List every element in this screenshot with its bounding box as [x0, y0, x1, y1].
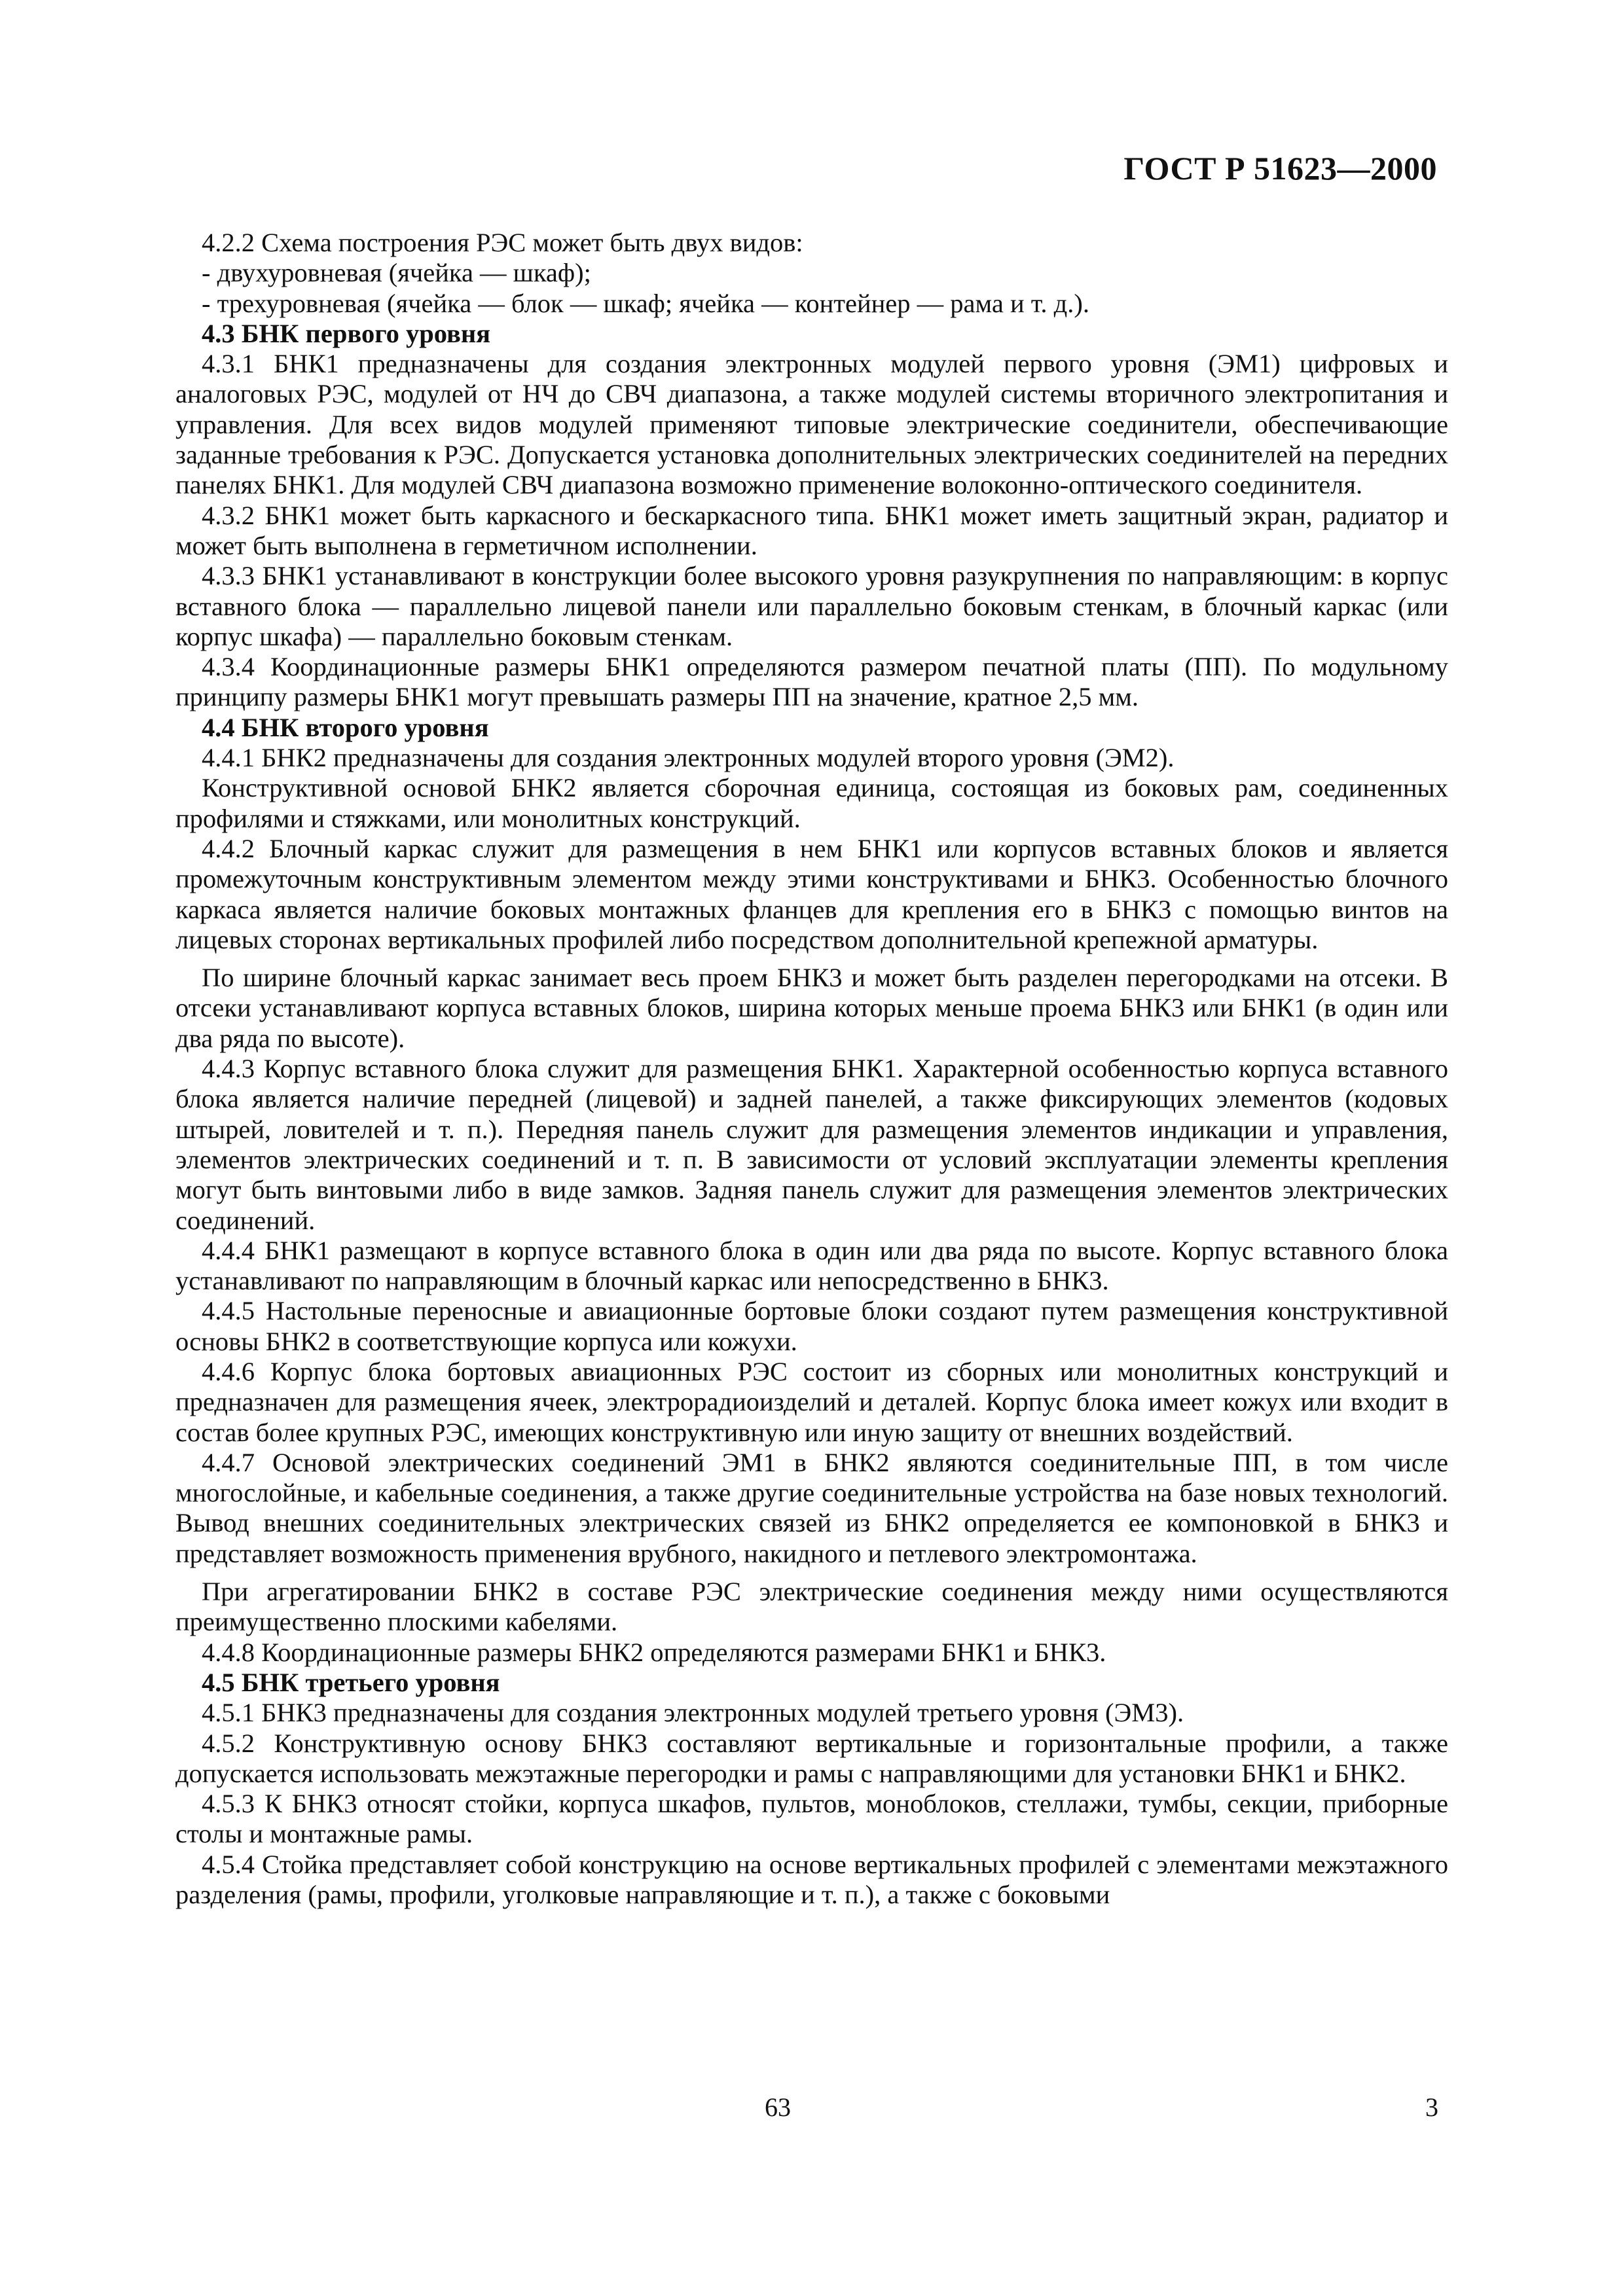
section-heading-4-4: 4.4 БНК второго уровня [202, 712, 489, 742]
paragraph-4-3-1: 4.3.1 БНК1 предназначены для создания электронных модулей первого уровня (ЭМ1) цифровых и аналоговых РЭС, модулей от НЧ до СВЧ диапазона, а также модулей системы вторичного электропитания и управления. Для всех видов модулей применяют типовые электрические соединители, обеспечивающие заданные требования к РЭС. Допускается установка дополнительных электрических соединителей на передних панелях БНК1. Для модулей СВЧ диапазона возможно применение волоконно-оптического соединителя. [175, 349, 1448, 500]
paragraph-4-3-4: 4.3.4 Координационные размеры БНК1 определяются размером печатной платы (ПП). По модульному принципу размеры БНК1 могут превышать размеры ПП на значение, кратное 2,5 мм. [175, 652, 1448, 712]
paragraph-4-2-2: 4.2.2 Схема построения РЭС может быть двух видов: [202, 228, 803, 257]
paragraph-4-4-5: 4.4.5 Настольные переносные и авиационные бортовые блоки создают путем размещения конструктивной основы БНК2 в соответствующие корпуса или кожухи. [175, 1296, 1448, 1356]
paragraph-4-5-3: 4.5.3 К БНК3 относят стойки, корпуса шкафов, пультов, моноблоков, стеллажи, тумбы, секции, приборные столы и монтажные рамы. [175, 1789, 1448, 1849]
document-body [175, 228, 1448, 1910]
page-number: 63 [765, 2092, 791, 2122]
paragraph-4-4-6: 4.4.6 Корпус блока бортовых авиационных РЭС состоит из сборных или монолитных конструкций и предназначен для размещения ячеек, электрорадиоизделий и деталей. Корпус блока имеет кожух или входит в состав более крупных РЭС, имеющих конструктивную или иную защиту от внешних воздействий. [175, 1356, 1448, 1447]
section-heading-4-5: 4.5 БНК третьего уровня [202, 1667, 500, 1697]
paragraph-4-4-3: 4.4.3 Корпус вставного блока служит для размещения БНК1. Характерной особенностью корпуса вставного блока является наличие передней (лицевой) и задней панелей, а также фиксирующих элементов (кодовых штырей, ловителей и т. п.). Передняя панель служит для размещения элементов индикации и управления, элементов электрических соединений и т. п. В зависимости от условий эксплуатации элементы крепления могут быть винтовыми либо в виде замков. Задняя панель служит для размещения элементов электрических соединений. [175, 1054, 1448, 1235]
paragraph-4-3-2: 4.3.2 БНК1 может быть каркасного и бескаркасного типа. БНК1 может иметь защитный экран, радиатор и может быть выполнена в герметичном исполнении. [175, 500, 1448, 560]
paragraph-4-3-3: 4.3.3 БНК1 устанавливают в конструкции более высокого уровня разукрупнения по направляющим: в корпус вставного блока — параллельно лицевой панели или параллельно боковым стенкам, в блочный каркас (или корпус шкафа) — параллельно боковым стенкам. [175, 561, 1448, 651]
paragraph-4-4-7-cont: При агрегатировании БНК2 в составе РЭС электрические соединения между ними осуществляются преимущественно плоскими кабелями. [175, 1577, 1448, 1637]
local-page-number: 3 [1425, 2092, 1438, 2122]
paragraph-4-4-1-cont: Конструктивной основой БНК2 является сборочная единица, состоящая из боковых рам, соединенных профилями и стяжками, или монолитных конструкций. [175, 773, 1448, 833]
paragraph-4-4-2: 4.4.2 Блочный каркас служит для размещения в нем БНК1 или корпусов вставных блоков и является промежуточным конструктивным элементом между этими конструктивами и БНК3. Особенностью блочного каркаса является наличие боковых монтажных фланцев для крепления его в БНК3 с помощью винтов на лицевых сторонах вертикальных профилей либо посредством дополнительной крепежной арматуры. [175, 833, 1448, 954]
paragraph-4-4-7: 4.4.7 Основой электрических соединений ЭМ1 в БНК2 являются соединительные ПП, в том числе многослойные, и кабельные соединения, а также другие соединительные устройства на базе новых технологий. Вывод внешних соединительных электрических связей из БНК2 определяется ее компоновкой в БНК3 и представляет возможность применения врубного, накидного и петлевого электромонтажа. [175, 1447, 1448, 1568]
paragraph-4-4-1: 4.4.1 БНК2 предназначены для создания электронных модулей второго уровня (ЭМ2). [202, 743, 1175, 773]
paragraph-4-5-1: 4.5.1 БНК3 предназначены для создания электронных модулей третьего уровня (ЭМ3). [202, 1698, 1184, 1728]
paragraph-4-5-2: 4.5.2 Конструктивную основу БНК3 составляют вертикальные и горизонтальные профили, а также допускается использовать межэтажные перегородки и рамы с направляющими для установки БНК1 и БНК2. [175, 1728, 1448, 1788]
document-header: ГОСТ Р 51623—2000 [1123, 150, 1437, 187]
paragraph-4-4-4: 4.4.4 БНК1 размещают в корпусе вставного блока в один или два ряда по высоте. Корпус вставного блока устанавливают по направляющим в блочный каркас или непосредственно в БНК3. [175, 1235, 1448, 1296]
paragraph-4-5-4: 4.5.4 Стойка представляет собой конструкцию на основе вертикальных профилей с элементами межэтажного разделения (рамы, профили, уголковые направляющие и т. п.), а также с боковыми [175, 1849, 1448, 1910]
list-item-two-level: - двухуровневая (ячейка — шкаф); [202, 258, 591, 288]
paragraph-4-4-8: 4.4.8 Координационные размеры БНК2 определяются размерами БНК1 и БНК3. [202, 1637, 1106, 1667]
paragraph-4-4-2-cont: По ширине блочный каркас занимает весь проем БНК3 и может быть разделен перегородками на отсеки. В отсеки устанавливают корпуса вставных блоков, ширина которых меньше проема БНК3 или БНК1 (в один или два ряда по высоте). [175, 963, 1448, 1053]
list-item-three-level: - трехуровневая (ячейка — блок — шкаф; ячейка — контейнер — рама и т. д.). [202, 288, 1089, 318]
section-heading-4-3: 4.3 БНК первого уровня [202, 318, 491, 348]
